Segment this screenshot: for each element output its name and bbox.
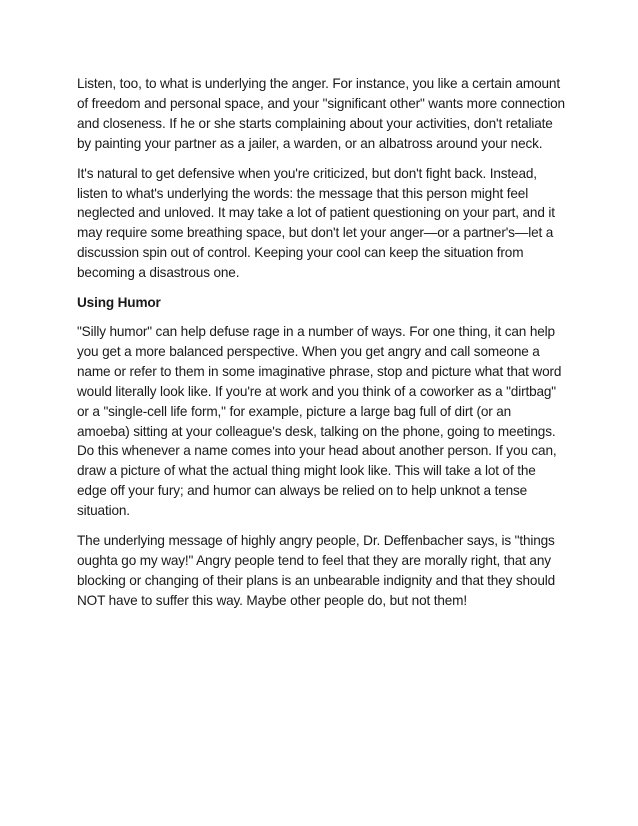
paragraph-underlying-message: The underlying message of highly angry people, Dr. Deffenbacher says, is "things oughta go my way!" Angry people tend to feel that they are morally right, that any blocking or changing of their plans is an unbearable indignity and that they should NOT have to suffer this way. Maybe other people do, but not them! bbox=[77, 533, 556, 608]
paragraph-listen: Listen, too, to what is underlying the anger. For instance, you like a certain amount of freedom and personal space, and your "significant other" wants more connection and closeness. If he or she starts complaining about your activities, don't retaliate by painting your partner as a jailer, a warden, or an albatross around your neck. bbox=[77, 76, 565, 151]
section-heading-using-humor: Using Humor bbox=[77, 295, 161, 311]
paragraph-silly-humor: "Silly humor" can help defuse rage in a number of ways. For one thing, it can help you get a more balanced perspective. When you get angry and call someone a name or refer to them in some imaginative phrase, stop and picture what that word would literally look like. If you're at work and you think of a coworker as a "dirtbag" or a "single-cell life form," for example, picture a large bag full of dirt (or an amoeba) sitting at your colleague's desk, talking on the phone, going to meetings. Do this whenever a name comes into your head about another person. If you can, draw a picture of what the actual thing might look like. This will take a lot of the edge off your fury; and humor can always be relied on to help unknot a tense situation. bbox=[77, 323, 562, 519]
paragraph-defensive: It's natural to get defensive when you're criticized, but don't fight back. Instead, listen to what's underlying the words: the message that this person might feel neglected and unloved. It may take a lot of patient questioning on your part, and it may require some breathing space, but don't let your anger—or a partner's—let a discussion spin out of control. Keeping your cool can keep the situation from becoming a disastrous one. bbox=[77, 165, 555, 281]
document-page bbox=[77, 74, 567, 621]
